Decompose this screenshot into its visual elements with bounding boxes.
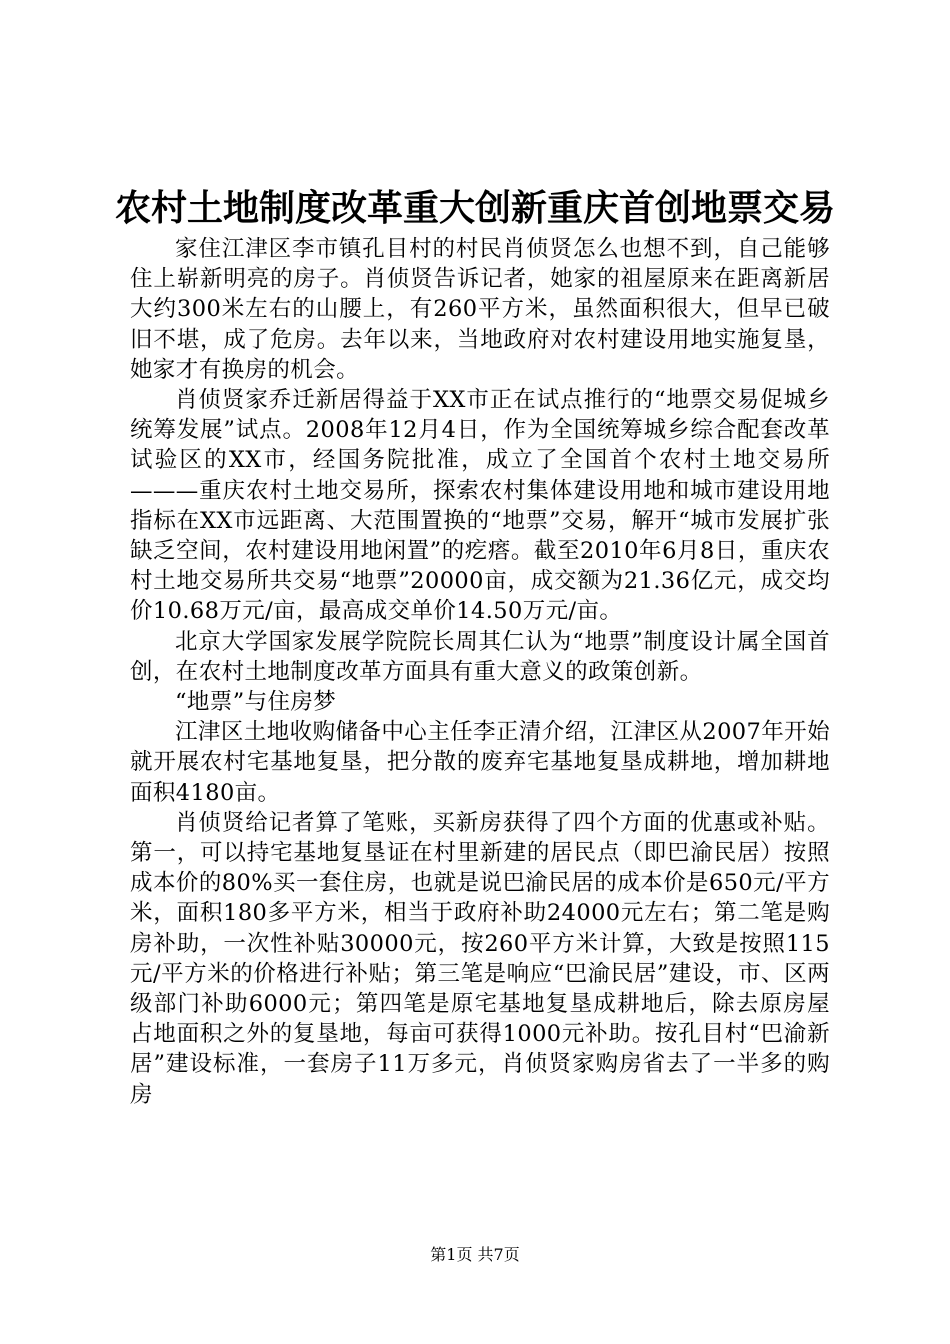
- section-subheading: “地票”与住房梦: [175, 689, 337, 716]
- paragraph-1: 家住江津区李市镇孔目村的村民肖侦贤怎么也想不到，自己能够住上崭新明亮的房子。肖侦贤告诉记者，她家的祖屋原来在距离新居大约300米左右的山腰上，有260平方米，虽然面积很大，但早已破旧不堪，成了危房。去年以来，当地政府对农村建设用地实施复垦，她家才有换房的机会。: [130, 236, 830, 383]
- document-body: [130, 234, 830, 1110]
- page-number-footer: 第1页 共7页: [430, 1245, 520, 1264]
- paragraph-2: 肖侦贤家乔迁新居得益于XX市正在试点推行的“地票交易促城乡统筹发展”试点。2008年12月4日，作为全国统筹城乡综合配套改革试验区的XX市，经国务院批准，成立了全国首个农村土地交易所———重庆农村土地交易所，探索农村集体建设用地和城市建设用地指标在XX市远距离、大范围置换的“地票”交易，解开“城市发展扩张缺乏空间，农村建设用地闲置”的疙瘩。截至2010年6月8日，重庆农村土地交易所共交易“地票”20000亩，成交额为21.36亿元，成交均价10.68万元/亩，最高成交单价14.50万元/亩。: [130, 387, 830, 625]
- paragraph-5: 肖侦贤给记者算了笔账，买新房获得了四个方面的优惠或补贴。第一，可以持宅基地复垦证在村里新建的居民点（即巴渝民居）按照成本价的80%买一套住房，也就是说巴渝民居的成本价是650元/平方米，面积180多平方米，相当于政府补助24000元左右；第二笔是购房补助，一次性补贴30000元，按260平方米计算，大致是按照115元/平方米的价格进行补贴；第三笔是响应“巴渝民居”建设，市、区两级部门补助6000元；第四笔是原宅基地复垦成耕地后，除去原房屋占地面积之外的复垦地，每亩可获得1000元补助。按孔目村“巴渝新居”建设标准，一套房子11万多元，肖侦贤家购房省去了一半多的购房: [130, 809, 830, 1108]
- paragraph-3: 北京大学国家发展学院院长周其仁认为“地票”制度设计属全国首创，在农村土地制度改革方面具有重大意义的政策创新。: [130, 628, 830, 685]
- document-title: 农村土地制度改革重大创新重庆首创地票交易: [114, 187, 835, 229]
- paragraph-4: 江津区土地收购储备中心主任李正清介绍，江津区从2007年开始就开展农村宅基地复垦，把分散的废弃宅基地复垦成耕地，增加耕地面积4180亩。: [130, 719, 830, 806]
